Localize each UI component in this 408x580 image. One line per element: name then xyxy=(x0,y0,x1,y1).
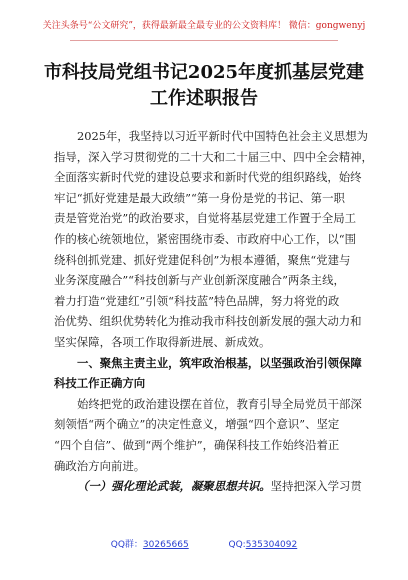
paragraph-line: 治优势、组织优势转化为推动我市科技创新发展的强大动力和 xyxy=(54,314,362,329)
paragraph-line: 全面落实新时代党的建设总要求和新时代党的组织路线，始终 xyxy=(54,170,362,185)
document-body xyxy=(54,126,373,497)
paragraph-line: 作的核心统领地位，紧密围绕市委、市政府中心工作，以“围 xyxy=(54,231,356,246)
subsection-text: 坚持把深入学习贯 xyxy=(270,479,362,494)
paragraph-line: 坚实保障，各项工作取得新进展、新成效。 xyxy=(54,334,271,349)
section-heading-1 xyxy=(54,353,362,394)
paragraph-section-1 xyxy=(54,394,362,476)
section-heading-line: 科技工作正确方向 xyxy=(54,376,146,391)
paragraph-line: 刻领悟“两个确立”的决定性意义，增强“四个意识”、坚定 xyxy=(54,417,340,432)
paragraph-line: 责是管党治党”的政治要求，自觉将基层党建工作置于全局工 xyxy=(54,211,356,226)
title-line-2: 工作述职报告 xyxy=(150,88,258,109)
header-divider xyxy=(70,40,338,41)
paragraph-intro xyxy=(54,126,373,353)
qq-group-label: QQ群： xyxy=(110,540,143,550)
title-line-1: 市科技局党组书记2025年度抓基层党建 xyxy=(43,62,365,83)
subsection-line xyxy=(54,476,362,497)
footer-contact xyxy=(0,537,408,550)
paragraph-line: 确政治方向前进。 xyxy=(54,458,146,473)
subsection-heading: （一）强化理论武装，凝聚思想共识。 xyxy=(77,479,271,494)
qq-label: QQ: xyxy=(228,540,246,550)
paragraph-line: 指导，深入学习贯彻党的二十大和二十届三中、四中全会精神， xyxy=(54,149,373,164)
paragraph-line: 业务深度融合”“科技创新与产业创新深度融合”两条主线， xyxy=(54,273,345,288)
paragraph-line: 2025年，我坚持以习近平新时代中国特色社会主义思想为 xyxy=(77,129,368,143)
header-note: 关注头条号“公文研究”，获得最新最全最专业的公文资料库！ 微信：gongwenyj xyxy=(42,21,366,31)
qq-number[interactable]: 535304092 xyxy=(245,540,298,550)
qq-group-number[interactable]: 30265665 xyxy=(142,540,189,550)
paragraph-line: 绕科创抓党建、抓好党建促科创”为根本遵循，聚焦“党建与 xyxy=(54,252,351,267)
paragraph-line: 牢记“抓好党建是最大政绩”“第一身份是党的书记、第一职 xyxy=(54,190,345,205)
section-heading-line: 一、聚焦主责主业，筑牢政治根基，以坚强政治引领保障 xyxy=(77,355,362,370)
paragraph-line: “四个自信”、做到“两个维护”，确保科技工作始终沿着正 xyxy=(54,437,340,452)
document-title xyxy=(40,60,368,112)
paragraph-line: 始终把党的政治建设摆在首位，教育引导全局党员干部深 xyxy=(77,396,362,411)
paragraph-line: 着力打造“党建红”引领“科技蓝”特色品牌，努力将党的政 xyxy=(54,293,340,308)
